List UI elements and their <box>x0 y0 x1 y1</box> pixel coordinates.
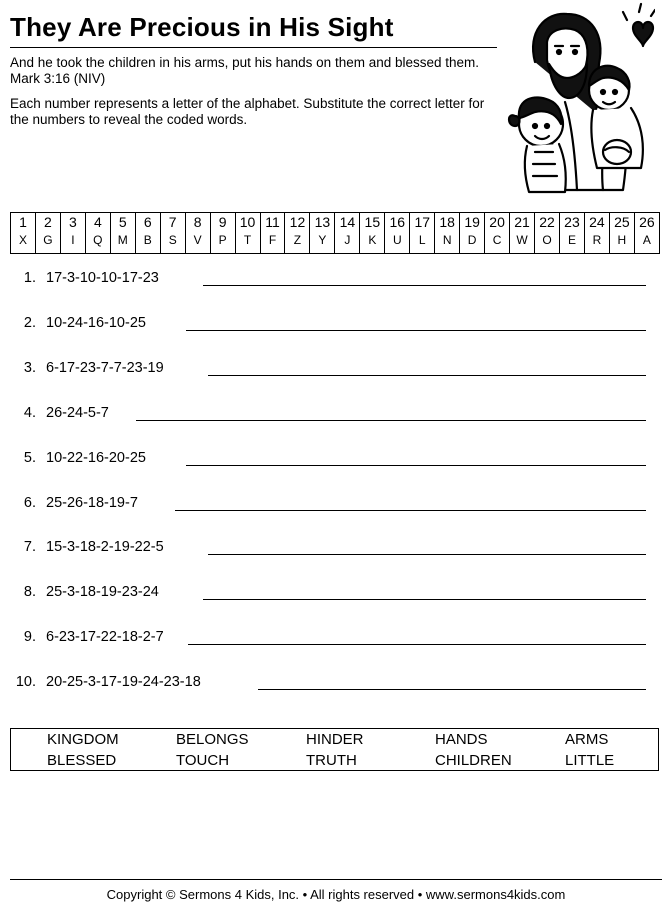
cipher-letter: X <box>18 233 27 247</box>
puzzle-item <box>0 358 672 380</box>
page-title: They Are Precious in His Sight <box>10 12 394 42</box>
cipher-cell <box>35 213 60 254</box>
cipher-number: 11 <box>265 214 280 230</box>
cipher-cell <box>285 213 310 254</box>
cipher-letter: I <box>71 233 75 247</box>
cipher-letter: Q <box>93 233 103 247</box>
puzzle-code: 6-17-23-7-7-23-19 <box>46 359 164 376</box>
cipher-cell <box>385 213 410 254</box>
cipher-number: 4 <box>93 214 102 230</box>
cipher-letter: V <box>193 233 202 247</box>
cipher-cell <box>634 213 659 254</box>
cipher-cell <box>110 213 135 254</box>
puzzle-code: 10-24-16-10-25 <box>46 314 146 331</box>
cipher-letter: B <box>143 233 152 247</box>
word-bank-item: BLESSED <box>47 752 117 769</box>
cipher-number: 24 <box>589 214 605 230</box>
cipher-cell <box>609 213 634 254</box>
cipher-cell <box>584 213 609 254</box>
cipher-cell <box>160 213 185 254</box>
cipher-number: 23 <box>564 214 580 230</box>
puzzle-item <box>0 537 672 559</box>
cipher-cell <box>135 213 160 254</box>
jesus-with-children-icon <box>505 2 655 194</box>
cipher-cell <box>310 213 335 254</box>
cipher-letter: Z <box>293 233 302 247</box>
cipher-cell <box>535 213 560 254</box>
word-bank-item: BELONGS <box>176 731 249 748</box>
answer-line[interactable] <box>175 510 646 511</box>
cipher-letter: K <box>368 233 377 247</box>
cipher-cell <box>360 213 385 254</box>
cipher-cell <box>260 213 285 254</box>
puzzle-number: 4. <box>23 404 36 421</box>
cipher-letter: F <box>268 233 277 247</box>
cipher-cell <box>11 213 36 254</box>
cipher-number: 21 <box>514 214 530 230</box>
answer-line[interactable] <box>188 644 646 645</box>
answer-line[interactable] <box>208 375 646 376</box>
puzzle-item <box>0 493 672 515</box>
puzzle-item <box>0 268 672 290</box>
word-bank-item: LITTLE <box>565 752 615 769</box>
cipher-cell <box>460 213 485 254</box>
cipher-letter: N <box>442 233 452 247</box>
cipher-number: 20 <box>489 214 505 230</box>
footer-copyright: Copyright © Sermons 4 Kids, Inc. • All rights reserved • www.sermons4kids.com <box>106 887 566 902</box>
cipher-cell <box>485 213 510 254</box>
cipher-key-row <box>11 213 660 254</box>
puzzle-number: 1. <box>23 270 36 286</box>
title-divider <box>10 47 497 48</box>
puzzle-number: 9. <box>23 629 36 646</box>
puzzle-number: 3. <box>23 359 36 376</box>
cipher-number: 9 <box>218 214 227 230</box>
cipher-number: 19 <box>464 214 480 230</box>
puzzle-code: 25-26-18-19-7 <box>46 494 138 511</box>
word-bank-item: HINDER <box>306 731 364 748</box>
cipher-cell <box>335 213 360 254</box>
cipher-letter: P <box>218 233 227 247</box>
cipher-letter: W <box>516 233 528 247</box>
cipher-letter: A <box>642 233 651 247</box>
footer-divider <box>10 879 662 880</box>
answer-line[interactable] <box>136 420 646 421</box>
puzzle-code: 26-24-5-7 <box>46 404 109 421</box>
cipher-letter: U <box>392 233 402 247</box>
cipher-number: 7 <box>168 214 177 230</box>
puzzle-item <box>0 313 672 335</box>
cipher-number: 5 <box>118 214 127 230</box>
answer-line[interactable] <box>186 330 646 331</box>
cipher-number: 12 <box>289 214 306 230</box>
word-bank-item: HANDS <box>435 731 488 748</box>
puzzle-item <box>0 672 672 694</box>
answer-line[interactable] <box>258 689 646 690</box>
word-bank-item: TOUCH <box>176 752 230 769</box>
cipher-letter: G <box>43 233 53 247</box>
cipher-letter: T <box>243 233 252 247</box>
cipher-cell <box>410 213 435 254</box>
puzzle-number: 10. <box>15 674 36 691</box>
puzzle-number: 5. <box>23 449 36 466</box>
cipher-letter: S <box>168 233 177 247</box>
cipher-number: 6 <box>143 214 152 230</box>
answer-line[interactable] <box>203 285 646 286</box>
cipher-letter: M <box>117 233 128 247</box>
puzzle-code: 6-23-17-22-18-2-7 <box>46 629 164 646</box>
cipher-number: 8 <box>193 214 202 230</box>
cipher-cell <box>60 213 85 254</box>
word-bank-item: KINGDOM <box>47 731 119 748</box>
cipher-cell <box>510 213 535 254</box>
puzzle-number: 8. <box>23 584 36 601</box>
cipher-number: 10 <box>239 214 256 230</box>
word-bank <box>10 728 659 771</box>
cipher-letter: L <box>418 233 426 247</box>
cipher-letter: Y <box>318 233 327 247</box>
puzzle-item <box>0 448 672 470</box>
answer-line[interactable] <box>186 465 646 466</box>
cipher-number: 18 <box>439 214 455 230</box>
puzzle-code: 10-22-16-20-25 <box>46 449 146 466</box>
cipher-letter: H <box>617 233 627 247</box>
instructions-text: Each number represents a letter of the alphabet. Substitute the correct letter for the numbers to reveal the coded words. <box>10 96 485 127</box>
cipher-number: 1 <box>19 214 27 230</box>
cipher-letter: C <box>492 233 502 247</box>
cipher-letter: R <box>592 233 602 247</box>
cipher-number: 26 <box>639 214 655 230</box>
cipher-letter: J <box>344 233 351 247</box>
puzzle-code: 25-3-18-19-23-24 <box>46 584 159 601</box>
puzzle-item <box>0 582 672 604</box>
cipher-cell <box>85 213 110 254</box>
word-bank-item: ARMS <box>565 731 609 748</box>
cipher-number: 14 <box>339 214 356 230</box>
cipher-number: 15 <box>364 214 381 230</box>
cipher-cell <box>559 213 584 254</box>
puzzle-item <box>0 403 672 425</box>
puzzle-number: 2. <box>23 314 36 331</box>
cipher-letter: D <box>467 233 477 247</box>
cipher-number: 3 <box>68 214 77 230</box>
cipher-number: 22 <box>539 214 555 230</box>
cipher-number: 16 <box>389 214 406 230</box>
cipher-letter: E <box>567 233 576 247</box>
scripture-text: And he took the children in his arms, put his hands on them and blessed them. Mark 3:16 (NIV) <box>10 55 480 86</box>
word-bank-item: CHILDREN <box>435 752 512 769</box>
cipher-number: 13 <box>314 214 331 230</box>
cipher-number: 17 <box>414 214 431 230</box>
word-bank-item: TRUTH <box>306 752 357 769</box>
cipher-cell <box>210 213 235 254</box>
puzzle-number: 6. <box>23 494 36 511</box>
puzzle-code: 20-25-3-17-19-24-23-18 <box>46 674 201 691</box>
cipher-letter: O <box>542 233 552 247</box>
cipher-cell <box>235 213 260 254</box>
cipher-cell <box>185 213 210 254</box>
puzzle-item <box>0 627 672 649</box>
cipher-key-table <box>10 212 660 254</box>
cipher-number: 25 <box>614 214 630 230</box>
cipher-number: 2 <box>44 214 52 230</box>
answer-line[interactable] <box>203 599 646 600</box>
cipher-cell <box>435 213 460 254</box>
puzzle-code: 17-3-10-10-17-23 <box>46 270 159 286</box>
puzzle-number: 7. <box>23 539 36 556</box>
answer-line[interactable] <box>208 554 646 555</box>
puzzle-code: 15-3-18-2-19-22-5 <box>46 539 164 556</box>
